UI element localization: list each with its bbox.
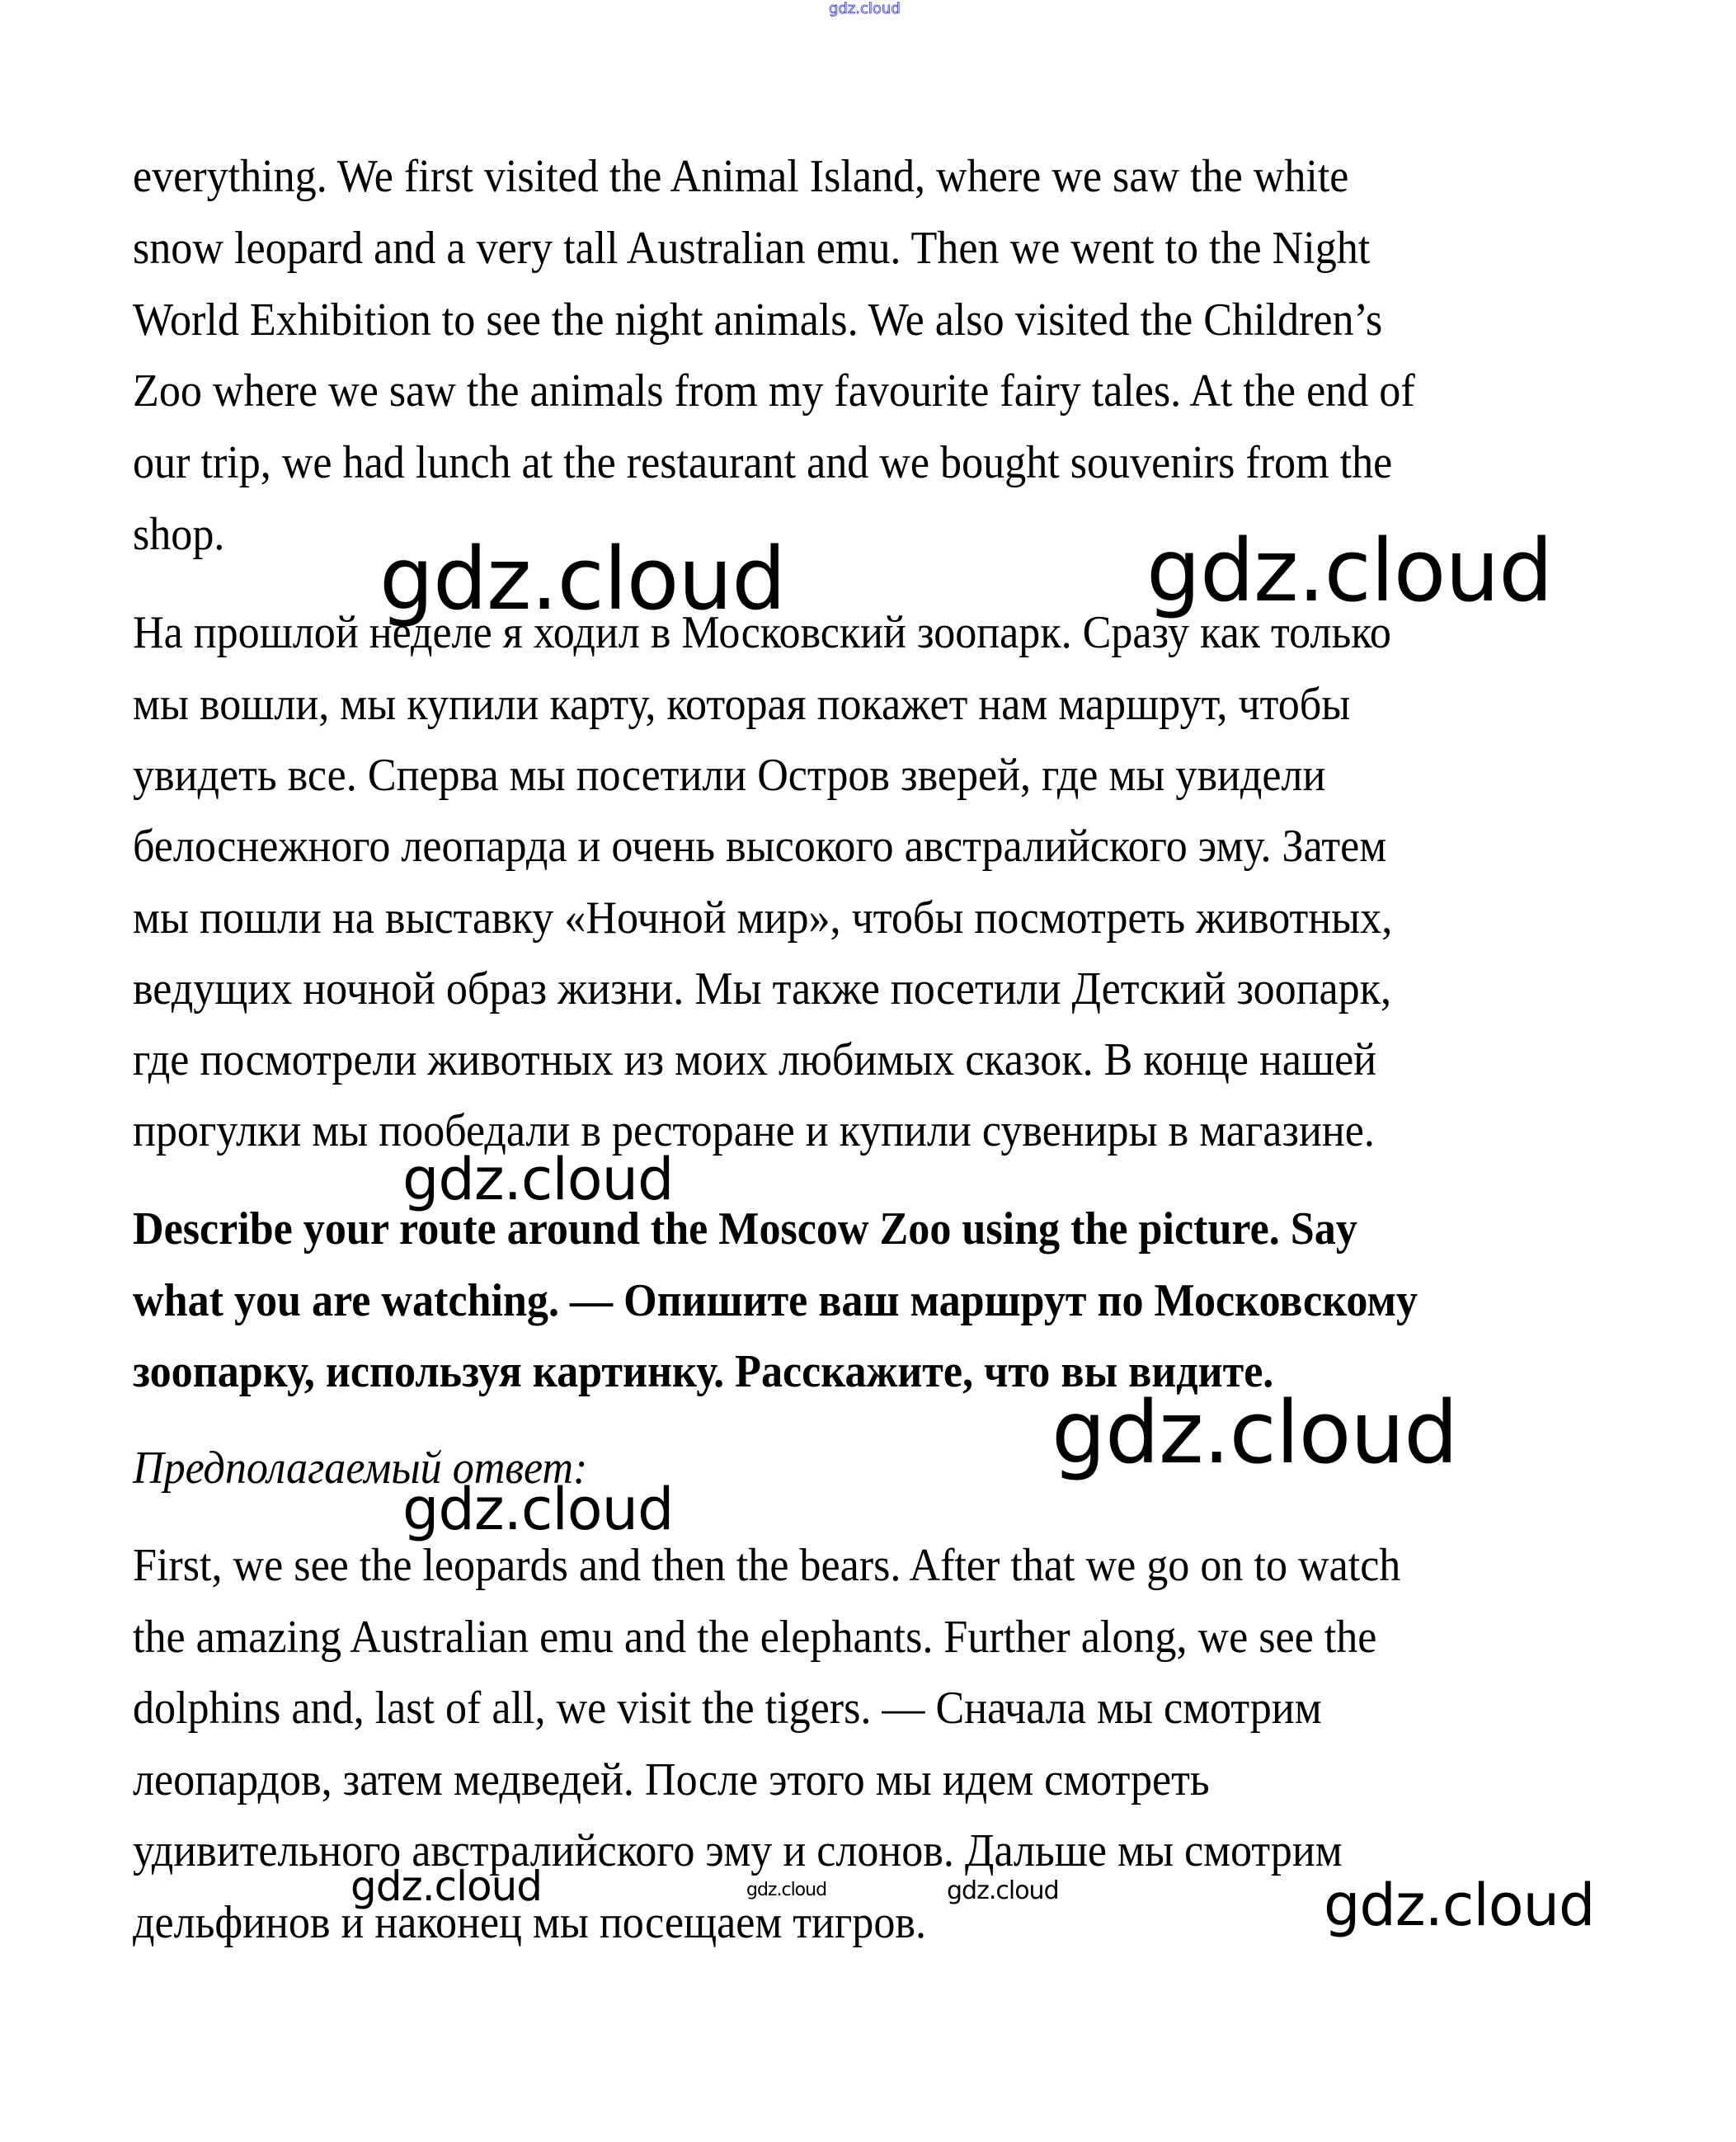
watermark: gdz.cloud	[1051, 1382, 1458, 1483]
watermark: gdz.cloud	[402, 1146, 674, 1213]
text-line: увидеть все. Сперва мы посетили Остров зверей, где мы увидели	[133, 750, 1326, 801]
text-line: удивительного австралийского эму и слонов. Дальше мы смотрим	[133, 1825, 1343, 1876]
watermark: gdz.cloud	[402, 1476, 674, 1543]
heading-line: what you are watching. — Опишите ваш маршрут по Московскому	[133, 1275, 1418, 1326]
text-line: our trip, we had lunch at the restaurant and we bought souvenirs from the	[133, 437, 1393, 488]
text-line: дельфинов и наконец мы посещаем тигров.	[133, 1897, 926, 1948]
text-line: леопардов, затем медведей. После этого мы идем смотреть	[133, 1754, 1210, 1805]
watermark: gdz.cloud	[379, 529, 786, 629]
watermark: gdz.cloud	[746, 1880, 827, 1900]
text-line: прогулки мы пообедали в ресторане и купили сувениры в магазине.	[133, 1105, 1375, 1156]
text-line: мы вошли, мы купили карту, которая покажет нам маршрут, чтобы	[133, 679, 1351, 730]
text-line: ведущих ночной образ жизни. Мы также посетили Детский зоопарк,	[133, 963, 1392, 1015]
text-line: белоснежного леопарда и очень высокого австралийского эму. Затем	[133, 821, 1387, 872]
heading-line: Describe your route around the Moscow Zoo using the picture. Say	[133, 1203, 1357, 1255]
watermark: gdz.cloud	[947, 1876, 1059, 1905]
watermark: gdz.cloud	[1146, 520, 1553, 621]
text-line: Zoo where we saw the animals from my favourite fairy tales. At the end of	[133, 365, 1415, 417]
heading-line: зоопарку, используя картинку. Расскажите, что вы видите.	[133, 1346, 1274, 1397]
text-line: First, we see the leopards and then the bears. After that we go on to watch	[133, 1540, 1401, 1591]
watermark: gdz.cloud	[1324, 1871, 1595, 1939]
text-line: World Exhibition to see the night animals. We also visited the Children’s	[133, 294, 1383, 346]
text-line: На прошлой неделе я ходил в Московский зоопарк. Сразу как только	[133, 607, 1391, 658]
text-line: shop.	[133, 509, 225, 560]
text-line: everything. We first visited the Animal Island, where we saw the white	[133, 151, 1349, 202]
text-line: dolphins and, last of all, we visit the tigers. — Сначала мы смотрим	[133, 1683, 1322, 1734]
text-line: the amazing Australian emu and the elephants. Further along, we see the	[133, 1612, 1377, 1663]
answer-label: Предполагаемый ответ:	[133, 1443, 588, 1494]
watermark: gdz.cloud	[350, 1862, 543, 1910]
header-watermark: gdz.cloud	[829, 0, 901, 17]
text-line: где посмотрели животных из моих любимых сказок. В конце нашей	[133, 1034, 1377, 1085]
text-line: snow leopard and a very tall Australian emu. Then we went to the Night	[133, 223, 1371, 274]
text-line: мы пошли на выставку «Ночной мир», чтобы посмотреть животных,	[133, 892, 1393, 944]
